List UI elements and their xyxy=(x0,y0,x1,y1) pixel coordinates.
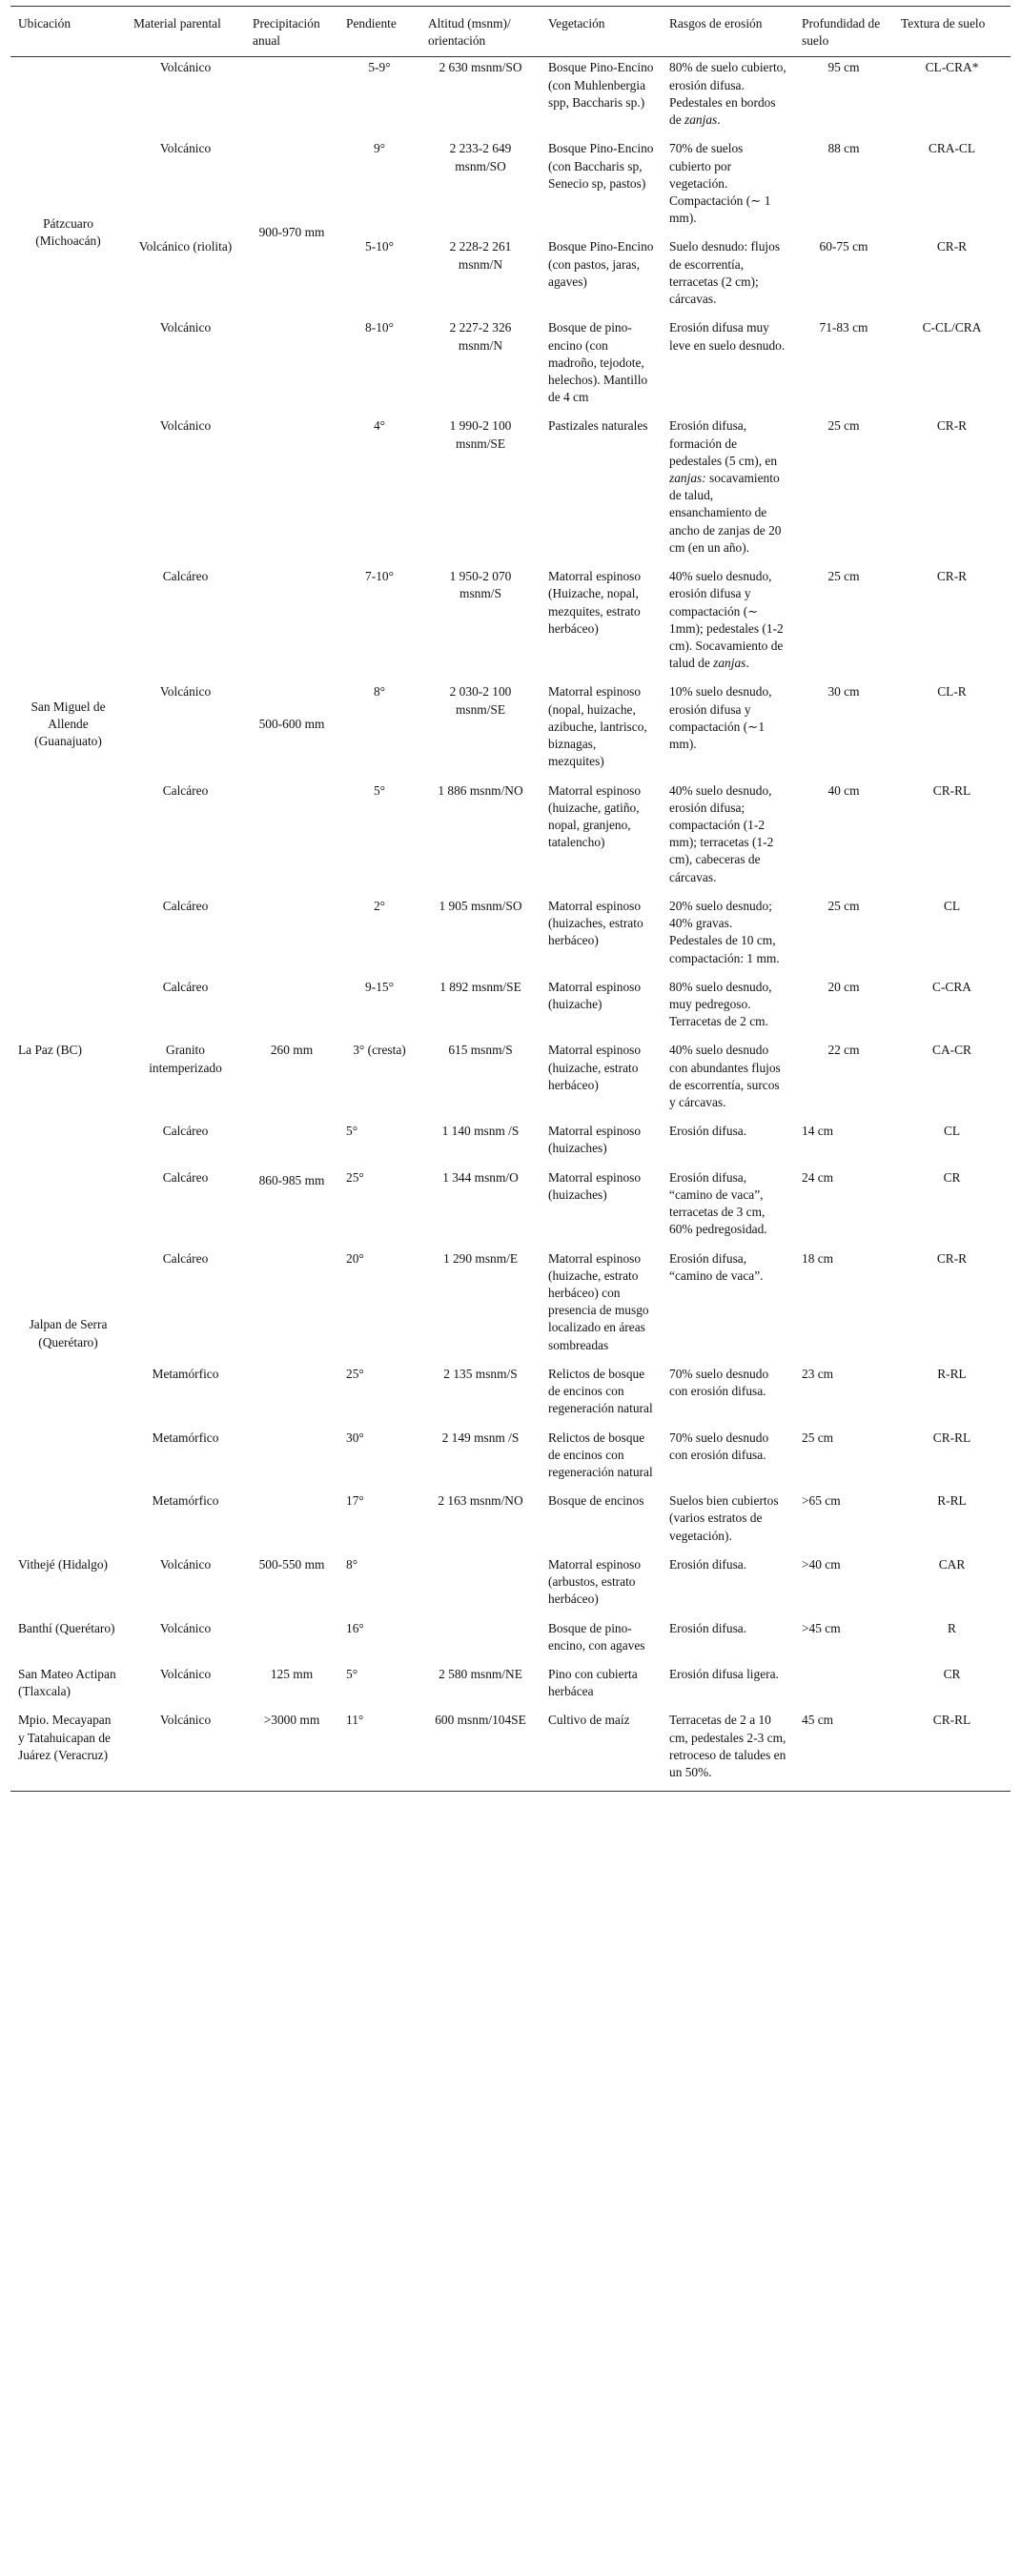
texture-cell: CR xyxy=(943,1169,961,1185)
vegetation-cell: Matorral espinoso (huizache, gatiño, nopal, granjeno, tatalencho) xyxy=(548,782,642,850)
material-cell: Volcánico (riolita) xyxy=(138,239,233,254)
depth-cell: 18 cm xyxy=(802,1250,834,1266)
erosion-cell: 70% suelo desnudo con erosión difusa. xyxy=(669,1366,769,1399)
table-row xyxy=(10,977,1011,1041)
altitude-cell: 2 233-2 649 msnm/SO xyxy=(449,141,512,173)
altitude-cell: 2 030-2 100 msnm/SE xyxy=(449,684,512,717)
precipitation-cell xyxy=(245,1364,338,1428)
vegetation-cell: Pastizales naturales xyxy=(548,418,648,434)
table-row xyxy=(10,1364,1011,1428)
slope-cell: 7-10° xyxy=(365,569,394,584)
material-cell: Volcánico xyxy=(159,1713,212,1728)
vegetation-cell: Matorral espinoso (huizaches) xyxy=(548,1124,642,1156)
table-header-row xyxy=(10,7,1011,57)
erosion-cell: 70% suelo desnudo con erosión difusa. xyxy=(669,1430,769,1462)
vegetation-cell: Matorral espinoso (Huizache, nopal, mezquites, estrato herbáceo) xyxy=(548,569,642,636)
header-parent-material: Material parental xyxy=(133,16,221,30)
table-row xyxy=(10,1554,1011,1618)
slope-cell: 16° xyxy=(346,1620,364,1635)
slope-cell: 8° xyxy=(373,684,386,700)
depth-cell: 25 cm xyxy=(802,1430,834,1445)
location-cell: Mpio. Mecayapan y Tatahuicapan de Juárez (Veracruz) xyxy=(18,1713,112,1762)
depth-cell: 40 cm xyxy=(827,782,860,798)
altitude-cell: 600 msnm/104SE xyxy=(435,1713,526,1728)
depth-cell: 71-83 cm xyxy=(819,320,868,335)
table-row xyxy=(10,1428,1011,1491)
texture-cell: CR xyxy=(943,1666,961,1681)
altitude-cell xyxy=(420,1618,541,1664)
vegetation-cell: Matorral espinoso (huizache, estrato herbáceo) xyxy=(548,1043,642,1092)
texture-cell: CL xyxy=(943,1124,961,1139)
texture-cell: CAR xyxy=(938,1556,966,1572)
vegetation-cell: Bosque Pino-Encino (con pastos, jaras, agaves) xyxy=(548,239,654,289)
slope-cell: 9-15° xyxy=(365,979,394,994)
texture-cell: CL-R xyxy=(937,684,967,700)
precipitation-cell xyxy=(245,1618,338,1664)
texture-cell: CA-CR xyxy=(932,1043,971,1058)
vegetation-cell: Matorral espinoso (huizache) xyxy=(548,979,642,1011)
location-cell: Pátzcuaro (Michoacán) xyxy=(35,216,101,249)
material-cell: Metamórfico xyxy=(152,1430,219,1445)
material-cell: Calcáreo xyxy=(162,979,209,994)
vegetation-cell: Cultivo de maíz xyxy=(548,1713,630,1728)
depth-cell: 14 cm xyxy=(802,1124,834,1139)
erosion-cell: 40% suelo desnudo con abundantes flujos de escorrentía, surcos y cárcavas. xyxy=(669,1043,781,1110)
erosion-cell: Erosión difusa, formación de pedestales (5 cm), en zanjas: socavamiento de talud, ensanchamiento de ancho de zanjas de 20 cm (en un año). xyxy=(669,418,782,555)
slope-cell: 11° xyxy=(346,1713,364,1728)
vegetation-cell: Matorral espinoso (huizache, estrato herbáceo) con presencia de musgo localizado en áreas sombreadas xyxy=(548,1250,649,1352)
slope-cell: 25° xyxy=(346,1169,364,1185)
erosion-cell: 80% suelo desnudo, muy pedregoso. Terracetas de 2 cm. xyxy=(669,979,772,1029)
altitude-cell xyxy=(420,1554,541,1618)
altitude-cell: 1 950-2 070 msnm/S xyxy=(449,569,512,601)
table-row xyxy=(10,317,1011,416)
table-row xyxy=(10,1167,1011,1248)
vegetation-cell: Bosque Pino-Encino (con Baccharis sp, Senecio sp, pastos) xyxy=(548,141,654,191)
depth-cell: 23 cm xyxy=(802,1366,834,1381)
material-cell: Volcánico xyxy=(159,418,212,434)
altitude-cell: 2 630 msnm/SO xyxy=(439,60,522,75)
table-row xyxy=(10,781,1011,896)
material-cell: Granito intemperizado xyxy=(149,1043,222,1075)
material-cell: Volcánico xyxy=(159,1556,212,1572)
texture-cell: C-CL/CRA xyxy=(922,320,982,335)
depth-cell: 95 cm xyxy=(827,60,860,75)
texture-cell: CR-RL xyxy=(932,1713,971,1728)
location-cell: San Mateo Actipan (Tlaxcala) xyxy=(18,1666,116,1699)
material-cell: Volcánico xyxy=(159,320,212,335)
table-row xyxy=(10,1618,1011,1664)
material-cell: Metamórfico xyxy=(152,1366,219,1381)
table-row xyxy=(10,681,1011,780)
altitude-cell: 1 990-2 100 msnm/SE xyxy=(449,418,512,451)
table-row xyxy=(10,1664,1011,1710)
precipitation-cell: 260 mm xyxy=(270,1043,314,1058)
material-cell: Calcáreo xyxy=(162,1250,209,1266)
table-row xyxy=(10,138,1011,236)
altitude-cell: 1 290 msnm/E xyxy=(442,1250,519,1266)
vegetation-cell: Matorral espinoso (nopal, huizache, azibuche, lantrisco, biznagas, mezquites) xyxy=(548,684,647,769)
slope-cell: 17° xyxy=(346,1493,364,1509)
texture-cell: CRA-CL xyxy=(928,141,976,156)
depth-cell: >40 cm xyxy=(802,1556,841,1572)
depth-cell: 60-75 cm xyxy=(819,239,868,254)
slope-cell: 9° xyxy=(373,141,386,156)
erosion-cell: Erosión difusa ligera. xyxy=(669,1666,779,1681)
altitude-cell: 1 905 msnm/SO xyxy=(439,898,522,913)
precipitation-cell xyxy=(245,1248,338,1364)
table-row xyxy=(10,1040,1011,1121)
altitude-cell: 2 149 msnm /S xyxy=(441,1430,520,1445)
slope-cell: 5° xyxy=(346,1124,358,1139)
texture-cell: R-RL xyxy=(937,1366,967,1381)
vegetation-cell: Matorral espinoso (huizaches) xyxy=(548,1169,642,1202)
material-cell: Metamórfico xyxy=(152,1493,219,1509)
depth-cell: 30 cm xyxy=(827,684,860,700)
texture-cell: C-CRA xyxy=(932,979,971,994)
altitude-cell: 1 140 msnm /S xyxy=(441,1124,520,1139)
depth-cell: 25 cm xyxy=(827,898,860,913)
texture-cell: R-RL xyxy=(937,1493,967,1509)
erosion-cell: Terracetas de 2 a 10 cm, pedestales 2-3 cm, retroceso de taludes en un 50%. xyxy=(669,1713,786,1780)
material-cell: Volcánico xyxy=(159,141,212,156)
table-row xyxy=(10,1248,1011,1364)
table-row xyxy=(10,1710,1011,1791)
slope-cell: 5° xyxy=(346,1666,358,1681)
header-location: Ubicación xyxy=(18,16,71,30)
location-cell: Jalpan de Serra (Querétaro) xyxy=(29,1317,108,1349)
vegetation-cell: Bosque de pino-encino, con agaves xyxy=(548,1620,645,1653)
slope-cell: 5° xyxy=(373,782,386,798)
slope-cell: 5-10° xyxy=(365,239,394,254)
material-cell: Calcáreo xyxy=(162,1169,209,1185)
depth-cell: 20 cm xyxy=(827,979,860,994)
depth-cell: >45 cm xyxy=(802,1620,841,1635)
depth-cell: 45 cm xyxy=(802,1713,834,1728)
header-vegetation: Vegetación xyxy=(548,16,605,30)
slope-cell: 25° xyxy=(346,1366,364,1381)
depth-cell: 88 cm xyxy=(827,141,860,156)
header-soil-texture: Textura de suelo xyxy=(901,16,986,30)
location-cell: La Paz (BC) xyxy=(18,1043,82,1058)
location-cell: Vithejé (Hidalgo) xyxy=(18,1556,109,1572)
table-row xyxy=(10,896,1011,977)
header-erosion-features: Rasgos de erosión xyxy=(669,16,763,30)
erosion-cell: 10% suelo desnudo, erosión difusa y compactación (∼1 mm). xyxy=(669,684,772,752)
depth-cell: 25 cm xyxy=(827,418,860,434)
location-cell: San Miguel de Allende (Guanajuato) xyxy=(31,699,106,748)
material-cell: Calcáreo xyxy=(162,782,209,798)
erosion-cell: Erosión difusa. xyxy=(669,1556,747,1572)
material-cell: Volcánico xyxy=(159,60,212,75)
material-cell: Volcánico xyxy=(159,1620,212,1635)
precipitation-cell: 125 mm xyxy=(270,1666,314,1681)
precipitation-cell xyxy=(245,1428,338,1491)
vegetation-cell: Relictos de bosque de encinos con regeneración natural xyxy=(548,1366,653,1416)
texture-cell: CL-CRA* xyxy=(925,60,979,75)
slope-cell: 20° xyxy=(346,1250,364,1266)
texture-cell: CR-RL xyxy=(932,1430,971,1445)
material-cell: Volcánico xyxy=(159,1666,212,1681)
texture-cell: CR-RL xyxy=(932,782,971,798)
vegetation-cell: Matorral espinoso (arbustos, estrato herbáceo) xyxy=(548,1556,642,1607)
texture-cell: R xyxy=(948,1620,956,1635)
table-row xyxy=(10,236,1011,317)
table-row xyxy=(10,416,1011,566)
vegetation-cell: Bosque de encinos xyxy=(548,1493,644,1509)
table-row xyxy=(10,57,1011,138)
texture-cell: CL xyxy=(943,898,961,913)
header-annual-precipitation: Precipitación anual xyxy=(253,16,320,49)
erosion-cell: Erosión difusa. xyxy=(669,1620,747,1635)
erosion-cell: 40% suelo desnudo, erosión difusa y compactación (∼ 1mm); pedestales (1-2 cm). Socavamiento de talud de zanjas. xyxy=(669,569,784,671)
vegetation-cell: Matorral espinoso (huizaches, estrato herbáceo) xyxy=(548,898,643,948)
erosion-cell: 40% suelo desnudo, erosión difusa; compactación (1-2 mm); terracetas (1-2 cm), cabeceras de cárcavas. xyxy=(669,782,774,884)
erosion-cell: Erosión difusa muy leve en suelo desnudo. xyxy=(669,320,786,353)
location-cell: Banthí (Querétaro) xyxy=(18,1620,115,1635)
altitude-cell: 2 580 msnm/NE xyxy=(439,1666,522,1681)
slope-cell: 8° xyxy=(346,1556,358,1572)
slope-cell: 4° xyxy=(373,418,386,434)
depth-cell: 22 cm xyxy=(827,1043,860,1058)
header-slope: Pendiente xyxy=(346,16,397,30)
table-row xyxy=(10,566,1011,681)
altitude-cell: 2 227-2 326 msnm/N xyxy=(449,320,512,353)
material-cell: Calcáreo xyxy=(162,569,209,584)
altitude-cell: 2 135 msnm/S xyxy=(443,1366,518,1381)
depth-cell: 25 cm xyxy=(827,569,860,584)
erosion-cell: Erosión difusa, “camino de vaca”. xyxy=(669,1250,764,1283)
precipitation-cell xyxy=(245,1491,338,1554)
altitude-cell: 2 163 msnm/NO xyxy=(438,1493,523,1509)
erosion-cell: Erosión difusa. xyxy=(669,1124,747,1139)
erosion-cell: Suelo desnudo: flujos de escorrentía, terracetas (2 cm); cárcavas. xyxy=(669,239,781,307)
vegetation-cell: Relictos de bosque de encinos con regeneración natural xyxy=(548,1430,653,1479)
precipitation-cell: 500-550 mm xyxy=(258,1556,325,1572)
erosion-cell: 20% suelo desnudo; 40% gravas. Pedestales de 10 cm, compactación: 1 mm. xyxy=(669,898,780,965)
slope-cell: 8-10° xyxy=(365,320,394,335)
texture-cell: CR-R xyxy=(936,569,968,584)
material-cell: Volcánico xyxy=(159,684,212,700)
depth-cell: >65 cm xyxy=(802,1493,841,1509)
altitude-cell: 615 msnm/S xyxy=(448,1043,513,1058)
header-soil-depth: Profundidad de suelo xyxy=(802,16,881,49)
slope-cell: 3° (cresta) xyxy=(353,1043,406,1058)
depth-cell: 24 cm xyxy=(802,1169,834,1185)
vegetation-cell: Pino con cubierta herbácea xyxy=(548,1666,638,1699)
table-row xyxy=(10,1121,1011,1166)
precipitation-cell: >3000 mm xyxy=(263,1713,320,1728)
slope-cell: 2° xyxy=(373,898,386,913)
slope-cell: 30° xyxy=(346,1430,364,1445)
altitude-cell: 1 344 msnm/O xyxy=(442,1169,519,1185)
erosion-cell: 80% de suelo cubierto, erosión difusa. Pedestales en bordos de zanjas. xyxy=(669,60,786,128)
erosion-cell: Erosión difusa, “camino de vaca”, terracetas de 3 cm, 60% pedregosidad. xyxy=(669,1169,767,1237)
precipitation-cell: 900-970 mm xyxy=(258,225,325,240)
altitude-cell: 1 886 msnm/NO xyxy=(438,782,523,798)
precipitation-cell: 500-600 mm xyxy=(258,716,325,731)
table-row xyxy=(10,1491,1011,1554)
header-altitude-orientation: Altitud (msnm)/ orientación xyxy=(428,16,511,49)
erosion-cell: Suelos bien cubiertos (varios estratos de vegetación). xyxy=(669,1493,779,1543)
texture-cell: CR-R xyxy=(936,1250,968,1266)
depth-cell xyxy=(794,1664,893,1710)
soil-erosion-table xyxy=(10,6,1011,1792)
erosion-cell: 70% de suelos cubierto por vegetación. Compactación (∼ 1 mm). xyxy=(669,141,771,226)
material-cell: Calcáreo xyxy=(162,898,209,913)
vegetation-cell: Bosque de pino-encino (con madroño, tejodote, helechos). Mantillo de 4 cm xyxy=(548,320,648,405)
altitude-cell: 1 892 msnm/SE xyxy=(439,979,521,994)
texture-cell: CR-R xyxy=(936,239,968,254)
precipitation-cell: 860-985 mm xyxy=(258,1172,325,1187)
altitude-cell: 2 228-2 261 msnm/N xyxy=(449,239,512,272)
slope-cell: 5-9° xyxy=(368,60,391,75)
vegetation-cell: Bosque Pino-Encino (con Muhlenbergia spp, Baccharis sp.) xyxy=(548,60,654,110)
material-cell: Calcáreo xyxy=(162,1124,209,1139)
texture-cell: CR-R xyxy=(936,418,968,434)
